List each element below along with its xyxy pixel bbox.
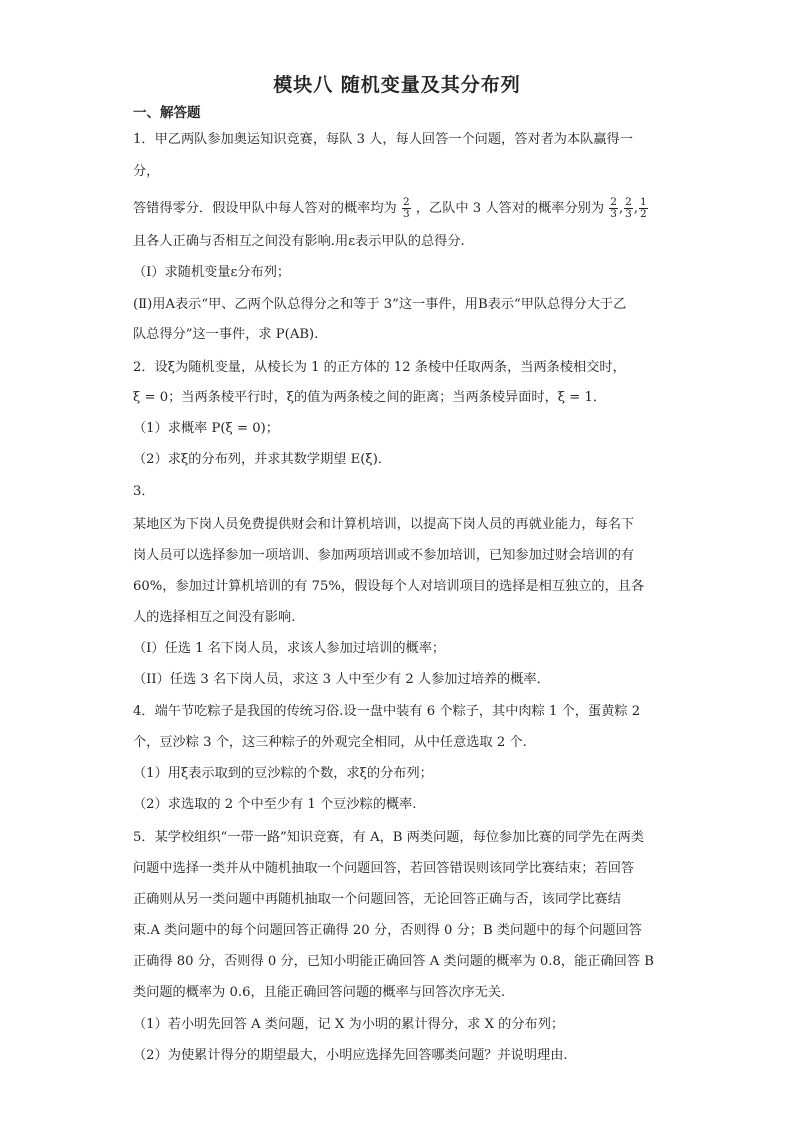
fraction-denominator: 2 <box>640 208 647 220</box>
fraction-two-thirds <box>402 197 411 220</box>
section-heading: 一、解答题 <box>133 105 201 121</box>
q5-line-6: 类问题的概率为 0.6，且能正确回答问题的概率与回答次序无关. <box>133 985 506 1000</box>
q3-line-5: （I）任选 1 名下岗人员，求该人参加过培训的概率； <box>133 641 446 656</box>
fraction-3 <box>639 197 648 220</box>
fraction-denominator: 3 <box>625 208 632 220</box>
fraction-numerator: 1 <box>640 196 647 208</box>
q4-line-3: （1）用ξ表示取到的豆沙粽的个数，求ξ的分布列； <box>133 766 433 781</box>
q5-line-5: 正确得 80 分，否则得 0 分，已知小明能正确回答 A 类问题的概率为 0.8，能正确回答 B <box>133 954 654 969</box>
fraction-2 <box>624 197 633 220</box>
q3-line-2: 岗人员可以选择参加一项培训、参加两项培训或不参加培训，已知参加过财会培训的有 <box>133 548 635 563</box>
q3-line-6: （II）任选 3 名下岗人员，求这 3 人中至少有 2 人参加过培养的概率． <box>133 672 550 687</box>
fraction-numerator: 2 <box>402 196 410 208</box>
comma: , <box>633 201 639 216</box>
fraction-numerator: 2 <box>610 196 617 208</box>
q1-line-3 <box>133 197 649 220</box>
comma: , <box>618 201 624 216</box>
q1-line-3a: 答错得零分．假设甲队中每人答对的概率均为 <box>133 201 397 216</box>
fraction-denominator: 3 <box>610 208 617 220</box>
q1-line-4: 且各人正确与否相互之间没有影响.用ε表示甲队的总得分. <box>133 234 465 249</box>
q2-line-2: ξ = 0；当两条棱平行时，ξ的值为两条棱之间的距离；当两条棱异面时，ξ = 1． <box>133 390 607 405</box>
page-title: 模块八 随机变量及其分布列 <box>273 74 521 96</box>
q4-line-2: 个，豆沙粽 3 个，这三种粽子的外观完全相同，从中任意选取 2 个. <box>133 735 527 750</box>
q3-line-0: 3． <box>133 484 155 499</box>
q3-line-1: 某地区为下岗人员免费提供财会和计算机培训，以提高下岗人员的再就业能力，每名下 <box>133 517 635 532</box>
q4-line-4: （2）求选取的 2 个中至少有 1 个豆沙粽的概率. <box>133 797 417 812</box>
q1-line-7: 队总得分”这一事件，求 P(AB). <box>133 327 319 342</box>
q3-line-3: 60%，参加过计算机培训的有 75%，假设每个人对培训项目的选择是相互独立的，且各 <box>133 579 645 594</box>
q2-line-4: （2）求ξ的分布列，并求其数学期望 E(ξ)． <box>133 452 392 467</box>
q4-line-1: 4．端午节吃粽子是我国的传统习俗.设一盘中装有 6 个粽子，其中肉粽 1 个，蛋黄粽 2 <box>133 704 641 719</box>
q5-line-2: 问题中选择一类并从中随机抽取一个问题回答，若回答错误则该同学比赛结束；若回答 <box>133 861 635 876</box>
q2-line-3: （1）求概率 P(ξ = 0)； <box>133 421 279 436</box>
q5-line-4: 束.A 类问题中的每个问题回答正确得 20 分，否则得 0 分；B 类问题中的每个问题回答 <box>133 923 642 938</box>
fraction-numerator: 2 <box>625 196 632 208</box>
fraction-1 <box>609 197 618 220</box>
q2-line-1: 2．设ξ为随机变量，从棱长为 1 的正方体的 12 条棱中任取两条，当两条棱相交时， <box>133 360 626 375</box>
q5-line-8: （2）为使累计得分的期望最大，小明应选择先回答哪类问题？并说明理由. <box>133 1048 568 1063</box>
q1-line-3b: ，乙队中 3 人答对的概率分别为 <box>415 201 605 216</box>
q1-line-2: 分， <box>133 164 160 179</box>
fraction-denominator: 3 <box>402 208 410 220</box>
q5-line-3: 正确则从另一类问题中再随机抽取一个问题回答，无论回答正确与否，该同学比赛结 <box>133 892 621 907</box>
q1-line-5: （Ⅰ）求随机变量ε分布列； <box>133 265 291 280</box>
q5-line-1: 5．某学校组织“一带一路”知识竞赛，有 A，B 两类问题，每位参加比赛的同学先在两类 <box>133 830 645 845</box>
q1-line-6: (Ⅱ)用A表示“甲、乙两个队总得分之和等于 3”这一事件，用B表示“甲队总得分大于乙 <box>133 297 627 312</box>
q5-line-7: （1）若小明先回答 A 类问题，记 X 为小明的累计得分，求 X 的分布列； <box>133 1017 565 1032</box>
q3-line-4: 人的选择相互之间没有影响. <box>133 610 296 625</box>
q1-line-1: 1．甲乙两队参加奥运知识竞赛，每队 3 人，每人回答一个问题，答对者为本队赢得一 <box>133 132 633 147</box>
